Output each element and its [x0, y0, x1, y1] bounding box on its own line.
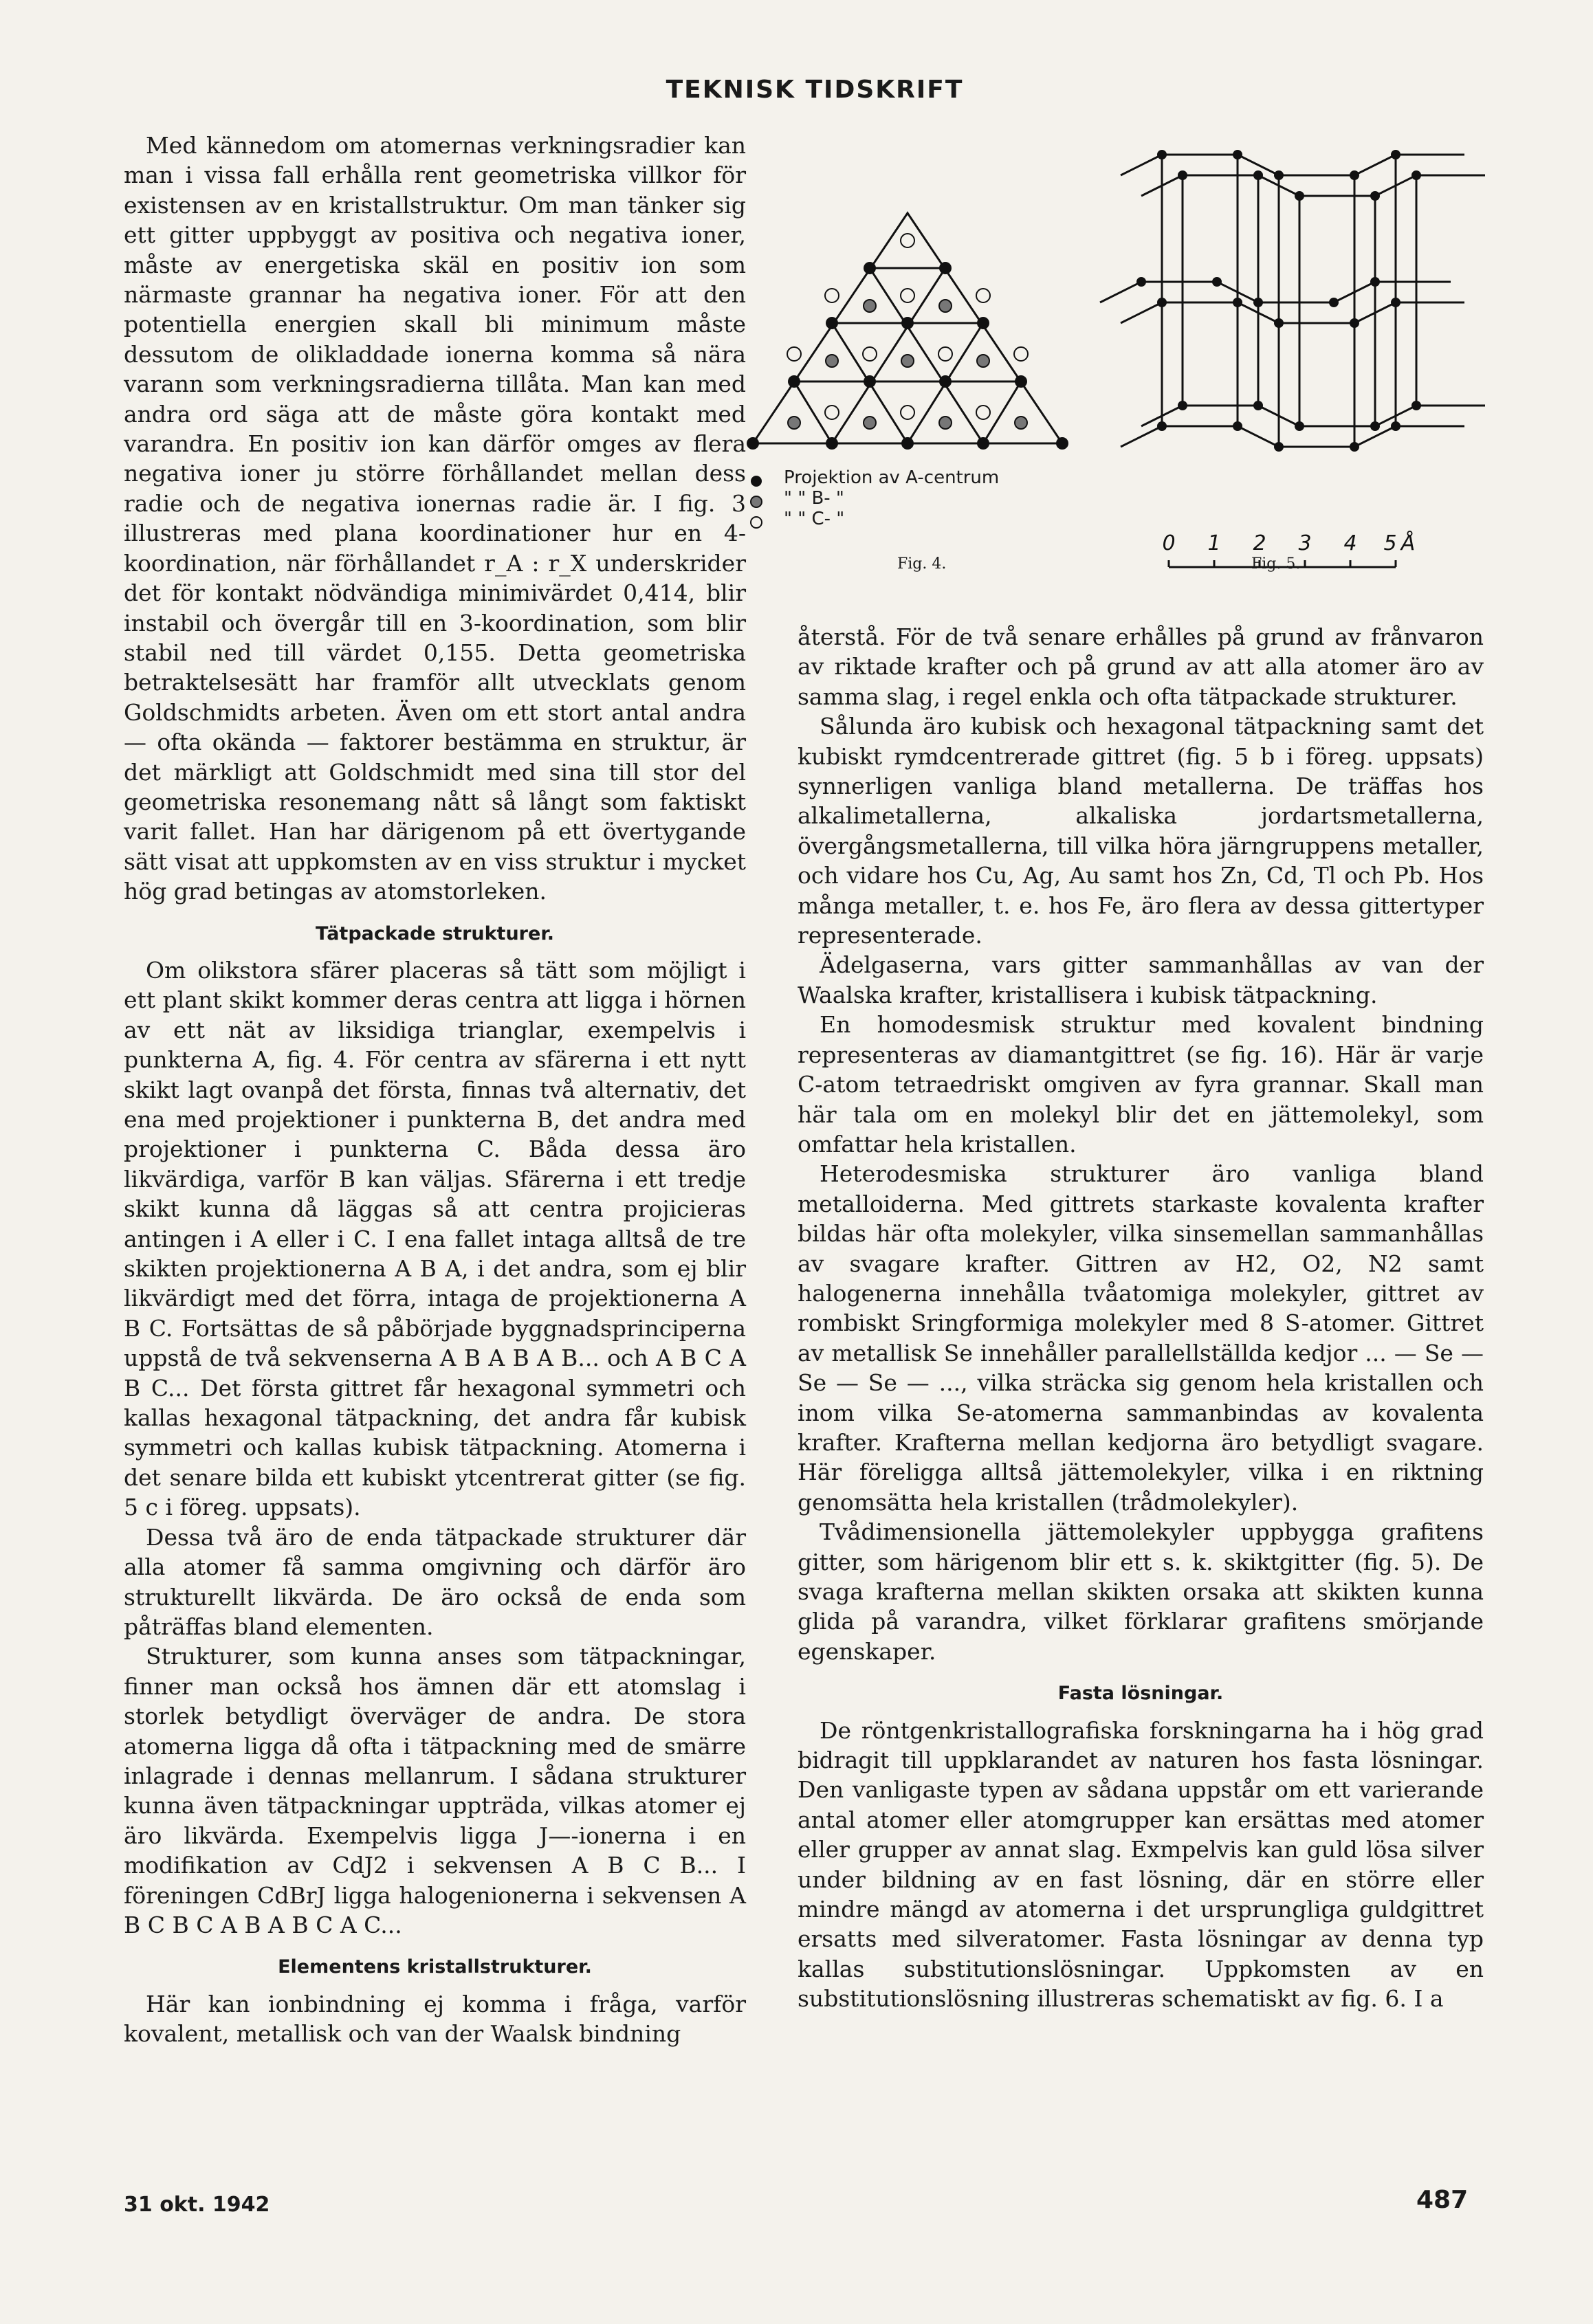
paragraph: Dessa två äro de enda tätpackade strukturer där alla atomer få samma omgivning och därför äro strukturellt likvärda. De äro också de enda som påträffas bland elementen.	[124, 1523, 746, 1640]
paragraph: Här kan ionbindning ej komma i fråga, varför kovalent, metallisk och van der Waalsk bindning	[124, 1990, 746, 2048]
paragraph: återstå. För de två senare erhålles på grund av frånvaron av riktade krafter och på grund av att alla atomer äro av samma slag, i regel enkla och ofta tätpackade strukturer.	[798, 623, 1484, 710]
paragraph: Om olikstora sfärer placeras så tätt som möjligt i ett plant skikt kommer deras centra att ligga i hörnen av ett nät av liksidiga trianglar, exempelvis i punkterna A, fig. 4. För centra av sfärerna i ett nytt skikt lagt ovanpå det första, finnas två alternativ, det ena med projektioner i punkterna B, det andra med projektioner i punkterna C. Båda dessa äro likvärdiga, varför B kan väljas. Sfärerna i ett tredje skikt kunna då läggas så att centra projicieras antingen i A eller i C. I ena fallet intaga alltså de tre skikten projektionerna A B A, i det andra, som ej blir likvärdigt med det förra, intaga de projektionerna A B C. Fortsättas de så påbörjade byggnadsprinciperna uppstå de två sekvenserna A B A B A B... och A B C A B C... Det första gittret får hexagonal symmetri och kallas hexagonal tätpackning, det andra får kubisk symmetri och kallas kubisk tätpackning. Atomerna i det senare bilda ett kubiskt ytcentrerat gitter (se fig. 5 c i föreg. uppsats).	[124, 956, 746, 1521]
scale-label: 4	[1343, 531, 1357, 555]
scale-label: 3	[1298, 531, 1312, 555]
legend-item: " " C- "	[784, 509, 845, 529]
paragraph: Strukturer, som kunna anses som tätpackningar, finner man också hos ämnen där ett atomslag i storlek betydligt överväger de andra. De stora atomerna ligga då ofta i tätpackning med de smärre inlagrade i dennas mellanrum. I sådana strukturer kunna även tätpackningar uppträda, vilkas atomer ej äro likvärda. Exempelvis ligga J—-ionerna i en modifikation av CdJ2 i sekvensen A B C B... I föreningen CdBrJ ligga halogenionerna i sekvensen A B C B C A B A B C A C...	[124, 1643, 746, 1938]
legend-item: " " B- "	[784, 488, 844, 509]
paragraph: Tvådimensionella jättemolekyler uppbygga grafitens gitter, som härigenom blir ett s. k. skiktgitter (fig. 5). De svaga krafterna mellan skikten orsaka att skikten kunna glida på varandra, vilket förklarar grafitens smörjande egenskaper.	[798, 1518, 1484, 1665]
legend-item: Projektion av A-centrum	[784, 467, 1000, 488]
fig5-graphite-lattice	[1079, 131, 1492, 612]
issue-date: 31 okt. 1942	[124, 2193, 270, 2217]
scale-label: 0	[1162, 531, 1176, 555]
scale-label: 2	[1253, 531, 1266, 555]
scale-label: 1	[1207, 531, 1221, 555]
paragraph: De röntgenkristallografiska forskningarna ha i hög grad bidragit till uppklarandet av naturen hos fasta lösningar. Den vanligaste typen av sådana uppstår om ett varierande antal atomer eller atomgrupper kan ersättas med atomer eller grupper av annat slag. Exmpelvis kan guld lösa silver under bildning av en fast lösning, där en större eller mindre mängd av atomerna i det ursprungliga guldgittret ersatts med silveratomer. Fasta lösningar av denna typ kallas substitutionslösningar. Uppkomsten av en substitutionslösning illustreras schematiskt av fig. 6. I a	[798, 1716, 1484, 2013]
section-heading: Fasta lösningar.	[1057, 1683, 1224, 1705]
scale-label: 5	[1383, 531, 1397, 555]
fig4-legend	[784, 467, 999, 529]
section-heading: Elementens kristallstrukturer.	[278, 1956, 592, 1978]
scale-unit: Å	[1400, 531, 1416, 555]
paragraph: Heterodesmiska strukturer äro vanliga bland metalloiderna. Med gittrets starkaste kovalenta krafter bildas här ofta molekyler, vilka sinsemellan sammanhållas av svagare krafter. Gittren av H2, O2, N2 samt halogenerna innehålla tvåatomiga molekyler, gittret av rombiskt Sringformiga molekyler med 8 S-atomer. Gittret av metallisk Se innehåller parallellställda kedjor ... — Se — Se — Se — ..., vilka sträcka sig genom hela kristallen och inom vilka Se-atomerna sammanbindas av kovalenta krafter. Krafterna mellan kedjorna äro betydligt svagare. Här föreligga alltså jättemolekyler, vilka i en riktning genomsätta hela kristallen (trådmolekyler).	[798, 1160, 1484, 1516]
paragraph: Sålunda äro kubisk och hexagonal tätpackning samt det kubiskt rymdcentrerade gittret (fig. 5 b i föreg. uppsats) synnerligen vanliga bland metallerna. De träffas hos alkalimetallerna, alkaliska jordartsmetallerna, övergångsmetallerna, till vilka höra järngruppens metaller, och vidare hos Cu, Ag, Au samt hos Zn, Cd, Tl och Pb. Hos många metaller, t. e. hos Fe, äro flera av dessa gittertyper representerade.	[798, 713, 1484, 949]
page-number: 487	[1416, 2186, 1469, 2214]
fig5-caption: Fig. 5.	[1251, 555, 1301, 573]
paragraph: Med kännedom om atomernas verkningsradier kan man i vissa fall erhålla rent geometriska villkor för existensen av en kristallstruktur. Om man tänker sig ett gitter uppbyggt av positiva och negativa ioner, måste av energetiska skäl en positiv ion som närmaste grannar ha negativa ioner. För att den potentiella energien skall bli minimum måste dessutom de olikladdade ionerna komma så nära varann som verkningsradierna tillåta. Man kan med andra ord säga att de måste göra kontakt med varandra. En positiv ion kan därför omges av flera negativa ioner ju större förhållandet mellan dess radie och de negativa ionernas radie är. I fig. 3 illustreras med plana koordinationer hur en 4-koordination, när förhållandet r_A : r_X underskrider det för kontakt nödvändiga minimivärdet 0,414, blir instabil och övergår till en 3-koordination, som blir stabil ned till värdet 0,155. Detta geometriska betraktelsesätt har framför allt utvecklats genom Goldschmidts arbeten. Även om ett stort antal andra — ofta okända — faktorer bestämma en struktur, är det märkligt att Goldschmidt med sina till stor del geometriska resonemang nått så långt som faktiskt varit fallet. Han har därigenom på ett övertygande sätt visat att uppkomsten av en viss struktur i mycket hög grad betingas av atomstorleken.	[124, 132, 746, 905]
right-column	[798, 622, 1484, 2014]
fig4-caption: Fig. 4.	[897, 555, 947, 573]
paragraph: En homodesmisk struktur med kovalent bindning representeras av diamantgittret (se fig. 16). Här är varje C-atom tetraedriskt omgiven av fyra grannar. Skall man här tala om en molekyl blir det en jättemolekyl, som omfattar hela kristallen.	[798, 1011, 1484, 1158]
section-heading: Tätpackade strukturer.	[315, 922, 555, 944]
journal-header: TEKNISK TIDSKRIFT	[666, 76, 964, 104]
left-column	[124, 131, 746, 2049]
paragraph: Ädelgaserna, vars gitter sammanhållas av van der Waalska krafter, kristallisera i kubisk tätpackning.	[798, 951, 1484, 1008]
